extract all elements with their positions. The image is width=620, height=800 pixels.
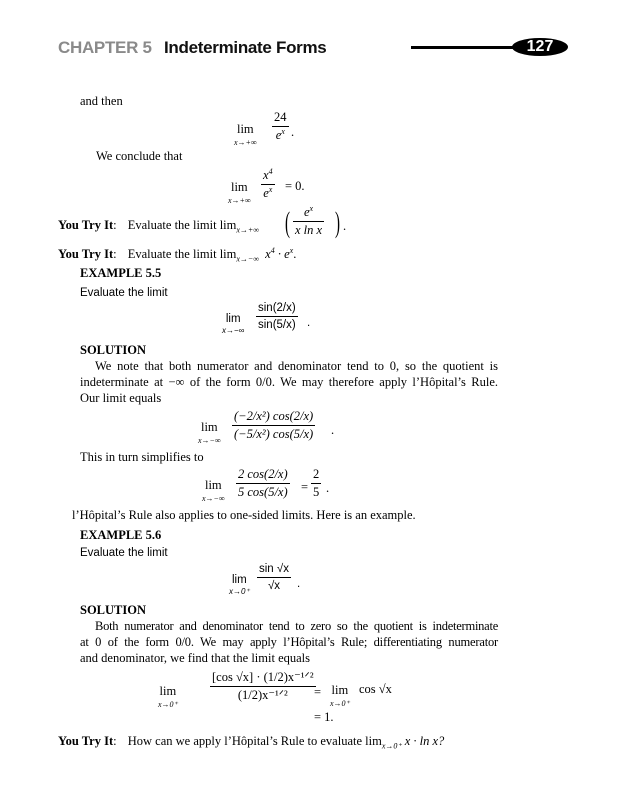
expression: $x^4 \cdot e^x$ [265, 245, 294, 261]
numerator: sin(2/x) [258, 302, 296, 314]
numerator: 24 [274, 110, 287, 124]
numerator: (−2/x²) cos(2/x) [234, 409, 314, 423]
fraction-bar [293, 221, 324, 222]
chapter-title: Indeterminate Forms [164, 38, 327, 57]
denominator: (−5/x²) cos(5/x) [234, 426, 314, 441]
period: . [297, 578, 301, 590]
lim-subscript: x→−∞ [236, 254, 260, 264]
text-one-sided: l’Hôpital’s Rule also applies to one-sided limits. Here is an example. [72, 508, 416, 522]
lim-text: lim [230, 180, 248, 194]
you-try-it-3 [58, 734, 445, 751]
solution-paragraph [80, 618, 498, 666]
limit-operator [198, 420, 221, 445]
example-5-5-heading: EXAMPLE 5.5 [80, 266, 162, 280]
fraction-x4-over-ex [261, 166, 275, 200]
lim-subscript: x→0⁺ [229, 587, 250, 596]
fraction-lhopital [210, 671, 316, 701]
period: . [291, 125, 295, 139]
you-try-it-1 [58, 218, 260, 235]
denominator: $e^x$ [263, 184, 273, 200]
lim-text: lim [231, 574, 247, 586]
limit-operator [228, 180, 251, 205]
denominator: 5 cos(5/x) [238, 484, 288, 499]
equals-one: = 1. [314, 710, 334, 724]
fraction-bar [236, 483, 290, 484]
fraction-derivative [232, 410, 315, 440]
right-paren: ) [335, 206, 340, 239]
fraction-2-over-5 [311, 468, 321, 498]
colon: : [113, 734, 117, 748]
numerator: 2 cos(2/x) [238, 467, 288, 481]
you-try-it-text: Evaluate the limit lim [127, 247, 237, 261]
page-number: 127 [526, 38, 554, 55]
text-conclude: We conclude that [96, 149, 183, 163]
numerator: $e^x$ [303, 203, 314, 219]
text-and-then: and then [80, 94, 123, 108]
denominator: √x [267, 580, 281, 592]
lim-subscript: x→+∞ [234, 138, 257, 147]
lim-subscript: x→0⁺ [330, 699, 350, 708]
lim-subscript: x→+∞ [228, 196, 251, 205]
denominator: 5 [313, 484, 320, 499]
you-try-it-label: You Try It [58, 218, 114, 232]
para-line: and denominator, we find that the limit equals [80, 651, 310, 665]
text-simplifies: This in turn simplifies to [80, 450, 204, 464]
solution-heading: SOLUTION [80, 343, 146, 357]
lim-text: lim [236, 122, 254, 136]
fraction-24-over-ex [272, 111, 289, 141]
limit-operator [234, 122, 257, 147]
running-header [58, 36, 568, 62]
limit-operator [202, 478, 225, 503]
fraction-sin-sqrtx-over-sqrtx [257, 563, 291, 592]
lim-text: lim [225, 313, 241, 325]
colon: : [113, 218, 117, 232]
period: . [307, 317, 311, 329]
chapter-label: CHAPTER 5 [58, 38, 152, 57]
para-line: at 0 of the form 0/0. We may apply l’Hôpital’s Rule; differentiating numerator [80, 635, 498, 649]
para-line: Our limit equals [80, 391, 162, 405]
numerator: [cos √x] · (1/2)x⁻¹ᐟ² [212, 670, 314, 684]
fraction-ex-over-xlnx [293, 203, 324, 237]
para-line: Both numerator and denominator tend to zero so the quotient is indeterminate [95, 619, 498, 633]
lim-text: lim [159, 684, 177, 698]
lim-text: lim [200, 420, 218, 434]
fraction-bar [311, 483, 321, 484]
lim-text: lim [204, 478, 222, 492]
cos-sqrt-x: cos √x [359, 682, 392, 696]
lim-subscript: x→−∞ [222, 326, 245, 335]
you-try-it-2 [58, 245, 297, 264]
example-5-5-prompt: Evaluate the limit [80, 287, 168, 299]
colon: : [113, 247, 117, 261]
denominator: (1/2)x⁻¹ᐟ² [237, 687, 288, 702]
period: . [331, 423, 335, 437]
fraction-bar [210, 686, 316, 687]
equals: = [301, 480, 309, 494]
limit-operator [222, 313, 244, 335]
example-5-6-prompt: Evaluate the limit [80, 547, 168, 559]
header-rule [411, 46, 521, 49]
lim-subscript: x→−∞ [202, 494, 225, 503]
left-paren: ( [285, 206, 290, 239]
fraction-bar [256, 316, 298, 317]
denominator: x ln x [295, 222, 323, 237]
limit-operator [330, 683, 350, 708]
lim-text: lim [331, 683, 349, 697]
para-line: indeterminate at −∞ of the form 0/0. We may therefore apply l’Hôpital’s Rule. [80, 375, 498, 389]
lim-subscript: x→0⁺ [158, 700, 178, 709]
you-try-it-text: Evaluate the limit lim [127, 218, 237, 232]
fraction-bar [257, 577, 291, 578]
denominator: sin(5/x) [258, 319, 296, 331]
equals-zero: = 0. [285, 179, 305, 193]
fraction-bar [232, 425, 315, 426]
para-line: We note that both numerator and denominator tend to 0, so the quotient is [95, 359, 498, 373]
period: . [326, 481, 330, 495]
solution-paragraph [80, 358, 498, 406]
solution-heading: SOLUTION [80, 603, 146, 617]
denominator: $e^x$ [275, 126, 285, 142]
equals: = [314, 685, 322, 699]
expression: x · ln x? [401, 734, 445, 748]
limit-operator [158, 684, 178, 709]
you-try-it-label: You Try It [58, 247, 114, 261]
you-try-it-label: You Try It [58, 734, 114, 748]
limit-operator [229, 574, 250, 596]
lim-subscript: x→0⁺ [381, 741, 402, 751]
period: . [293, 247, 297, 261]
fraction-bar [261, 184, 275, 185]
numerator: $x^4$ [263, 166, 273, 182]
lim-subscript: x→−∞ [198, 436, 221, 445]
you-try-it-text: How can we apply l’Hôpital’s Rule to evaluate lim [127, 734, 382, 748]
period: . [343, 219, 347, 233]
lim-subscript: x→+∞ [236, 225, 260, 235]
numerator: sin √x [259, 563, 289, 575]
example-5-6-heading: EXAMPLE 5.6 [80, 528, 162, 542]
fraction-simplified [236, 468, 290, 498]
numerator: 2 [313, 467, 320, 481]
fraction-sin2x-over-sin5x [256, 302, 298, 331]
